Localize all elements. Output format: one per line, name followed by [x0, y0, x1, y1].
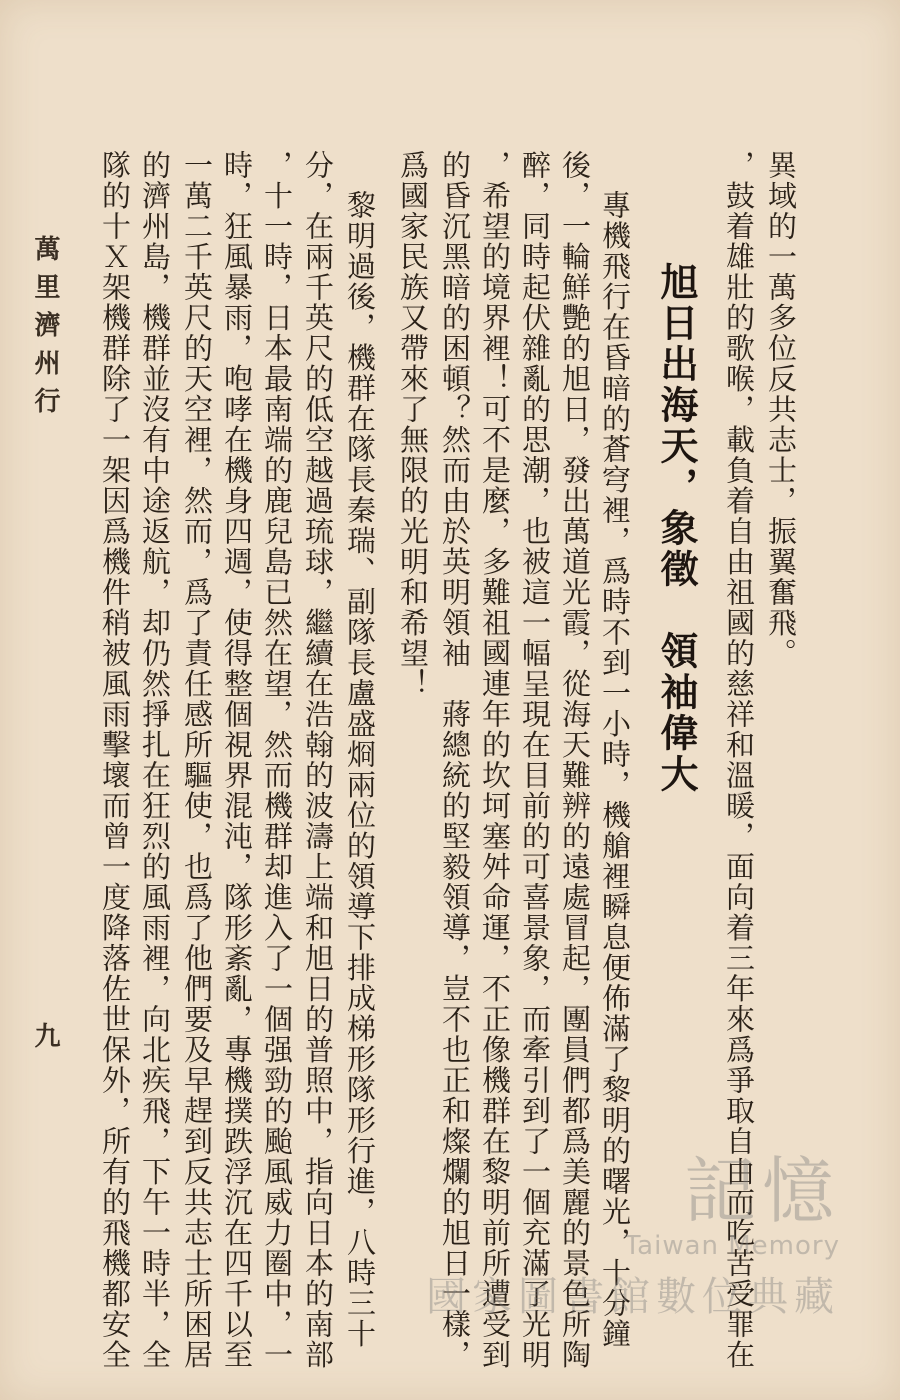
text-column-16: 隊的十Ｘ架機群除了一架因爲機件稍被風雨擊壞而曾一度降落佐世保外，所有的飛機都安全: [98, 150, 132, 1370]
text-column-9: 爲國家民族又帶來了無限的光明和希望！: [396, 150, 430, 699]
text-column-15: 的濟州島，機群並沒有中途返航，却仍然掙扎在狂烈的風雨裡，向北疾飛，下午一時半，全: [138, 150, 172, 1370]
watermark-logo: 記憶: [683, 1149, 840, 1233]
page-number: 九: [30, 1022, 60, 1048]
text-column-1: 異域的一萬多位反共志士，振翼奮飛。: [764, 150, 798, 669]
text-column-14: 一萬二千英尺的天空裡，然而，爲了責任感所驅使，也爲了他們要及早趕到反共志士所困居: [180, 150, 214, 1370]
watermark-chinese: 國家圖書館數位典藏: [426, 1274, 840, 1320]
text-column-5: 後，一輪鮮艷的旭日，發出萬道光霞，從海天難辨的遠處冒起，團員們都爲美麗的景色所陶: [558, 150, 592, 1370]
text-column-4: 專機飛行在昏暗的蒼穹裡，爲時不到一小時，機艙裡瞬息便佈滿了黎明的曙光，十分鐘: [598, 190, 632, 1349]
text-column-10: 黎明過後，機群在隊長秦瑞、副隊長盧盛烱兩位的領導下排成梯形隊形行進，八時三十: [343, 190, 377, 1349]
text-column-8: 的昏沉黑暗的困頓？然而由於英明領袖 蔣總統的堅毅領導，豈不也正和燦爛的旭日一樣，: [438, 150, 472, 1370]
text-column-6: 醉，同時起伏雜亂的思潮，也被這一幅呈現在目前的可喜景象，而牽引到了一個充滿了光明: [518, 150, 552, 1370]
text-column-11: 分，在兩千英尺的低空越過琉球，繼續在浩翰的波濤上端和旭日的普照中，指向日本的南部: [301, 150, 335, 1370]
text-column-13: 時，狂風暴雨，咆哮在機身四週，使得整個視界混沌，隊形紊亂，專機撲跌浮沉在四千以至: [220, 150, 254, 1370]
watermark: [426, 1149, 840, 1322]
text-column-12: ，十一時，日本最南端的鹿兒島已然在望，然而機群却進入了一個强勁的颱風威力圈中，一: [260, 150, 294, 1370]
text-column-2: ，鼓着雄壯的歌喉，載負着自由祖國的慈祥和溫暖，面向着三年來爲爭取自由而吃苦受罪在: [722, 150, 756, 1370]
watermark-english: Taiwan Memory: [624, 1231, 840, 1261]
text-column-7: ，希望的境界裡！可不是麼，多難祖國連年的坎坷塞舛命運，不正像機群在黎明前所遭受到: [478, 150, 512, 1370]
running-title: 萬里濟州行: [30, 235, 60, 425]
section-heading: 旭日出海天，象徵 領袖偉大: [654, 262, 699, 795]
